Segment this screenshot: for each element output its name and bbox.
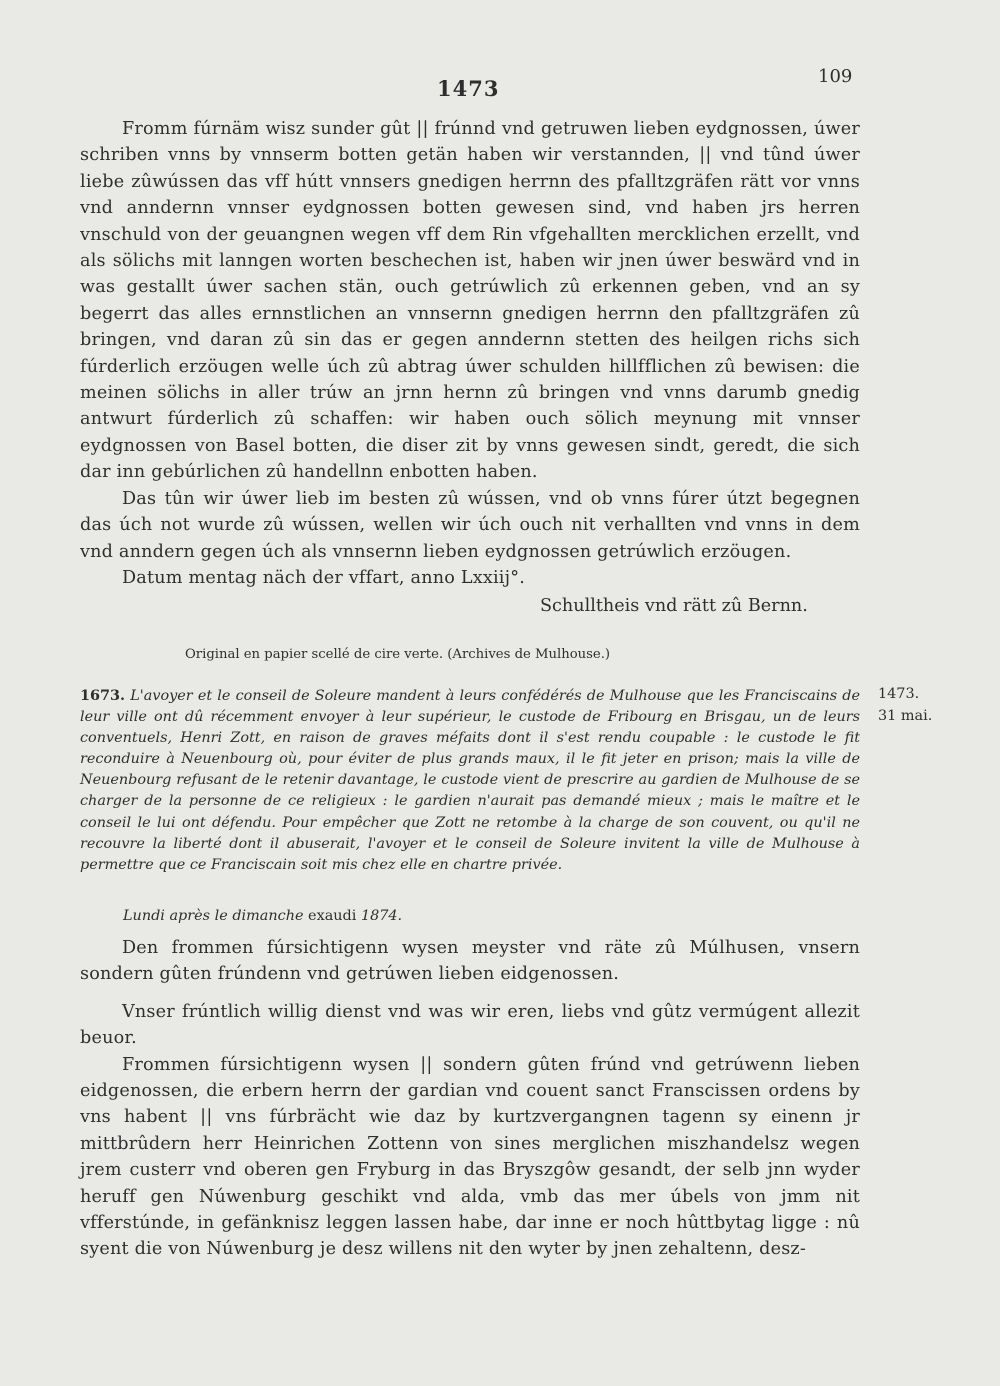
letter-dating: Datum mentag näch der vffart, anno Lxxiij°. [122,567,526,588]
letter-signature: Schulltheis vnd rätt zû Bernn. [540,596,808,616]
source-note: Original en papier scellé de cire verte. (Archives de Mulhouse.) [185,647,611,662]
date-part: exaudi [303,908,361,924]
letter-paragraph: Fromm fúrnäm wisz sunder gût || frúnnd vnd getruwen lieben eydgnossen, úwer schriben vnns by vnnserm botten getän haben wir verstannden, || vnd tûnd úwer liebe zûwússen das vff hútt vnnsers gnedigen herrnn des pfalltzgräfen rätt vor vnns vnd anndernn vnnser eydgnossen botten gewesen sind, vnd haben jrs herren vnschuld von der geuangnen wegen vff dem Rin vfgehallten mercklichen erzellt, vnd als sölichs mit lanngen worten beschechen ist, haben wir jnen úwer beswärd vnd in was gestallt úwer sachen stän, ouch getrúwlich zû erkennen geben, vnd an sy begerrt das alles ernnstlichen an vnnsernn gnedigen herrnn den pfalltzgräfen zû bringen, vnd daran zû sin das er gegen anndernn stetten des heilgen richs sich fúrderlich erzöugen welle úch zû abtrag úwer schulden hillfflichen zû bewisen: die meinen sölichs in aller trúw an jrnn hernn zû bringen vnd vnns darumb gnedig antwurt fúrderlich zû schaffen: wir haben ouch sölich meynung mit vnnser eydgnossen von Basel botten, die diser zit by vnns gewesen sindt, geredt, die sich dar inn gebúrlichen zû handellnn enbotten haben. [80,119,860,483]
page-header-year: 1473 [437,76,500,101]
date-part: Lundi après le dimanche [123,908,304,924]
letter-paragraph: Das tûn wir úwer lieb im besten zû wússen, vnd ob vnns fúrer útzt begegnen das úch not wurde zû wússen, wellen wir úch ouch nit verhallten vnd vnns in dem vnd anndern gegen úch als vnnsernn lieben eydgnossen getrúwlich erzöugen. [80,488,860,562]
date-part: 1874. [360,908,403,924]
document-summary [80,685,860,876]
letter-bern-text [80,116,860,591]
letter-greeting: Vnser frúntlich willig dienst vnd was wir eren, liebs vnd gûtz vermúgent allezit beuor. [80,1001,860,1049]
margin-day: 31 mai. [878,708,933,724]
document-date [123,906,402,926]
page-number: 109 [818,66,853,87]
letter-soleure-text [80,935,860,1263]
document-number: 1673. [80,687,126,704]
margin-date [878,683,932,727]
summary-text: L'avoyer et le conseil de Soleure mandent à leurs confédérés de Mulhouse que les Franciscains de leur ville ont dû récemment envoyer à leur supérieur, le custode de Fribourg en Brisgau, un de leurs conventuels, Henri Zott, en raison de graves méfaits dont il s'est rendu coupable : le custode le fit reconduire à Neuenbourg où, pour éviter de plus grands maux, il le fit jeter en prison; mais la ville de Neuenbourg refusant de le retenir davantage, le custode vient de prescrire au gardien de Mulhouse de se charger de la personne de ce religieux : le gardien n'aurait pas demandé mieux ; mais le maître et le conseil le lui ont défendu. Pour empêcher que Zott ne retombe à la charge de son couvent, ou qu'il ne recouvre la liberté dont il abuserait, l'avoyer et le conseil de Soleure invitent la ville de Mulhouse à permettre que ce Franciscain soit mis chez elle en chartre privée. [80,688,860,873]
margin-year: 1473. [878,686,920,702]
letter-paragraph: Frommen fúrsichtigenn wysen || sondern gûten frúnd vnd getrúwenn lieben eidgenossen, die erbern herrn der gardian vnd couent sanct Franscissen ordens by vns habent || vns fúrbrächt wie daz by kurtzvergangnen tagenn sy einenn jr mittbrûdern herr Heinrichen Zottenn von sines merglichen miszhandelsz wegen jrem custerr vnd oberen gen Fryburg in das Bryszgôw gesandt, der selb jnn wyder heruff gen Núwenburg geschikt vnd alda, vmb das mer úbels von jmm nit vfferstúnde, in gefänknisz leggen lassen habe, dar inne er noch hûttbytag ligge : nû syent die von Núwenburg je desz willens nit den wyter by jnen zehaltenn, desz- [80,1054,860,1260]
letter-address: Den frommen fúrsichtigenn wysen meyster vnd räte zû Múlhusen, vnsern sondern gûten frúndenn vnd getrúwen lieben eidgenossen. [80,938,860,985]
